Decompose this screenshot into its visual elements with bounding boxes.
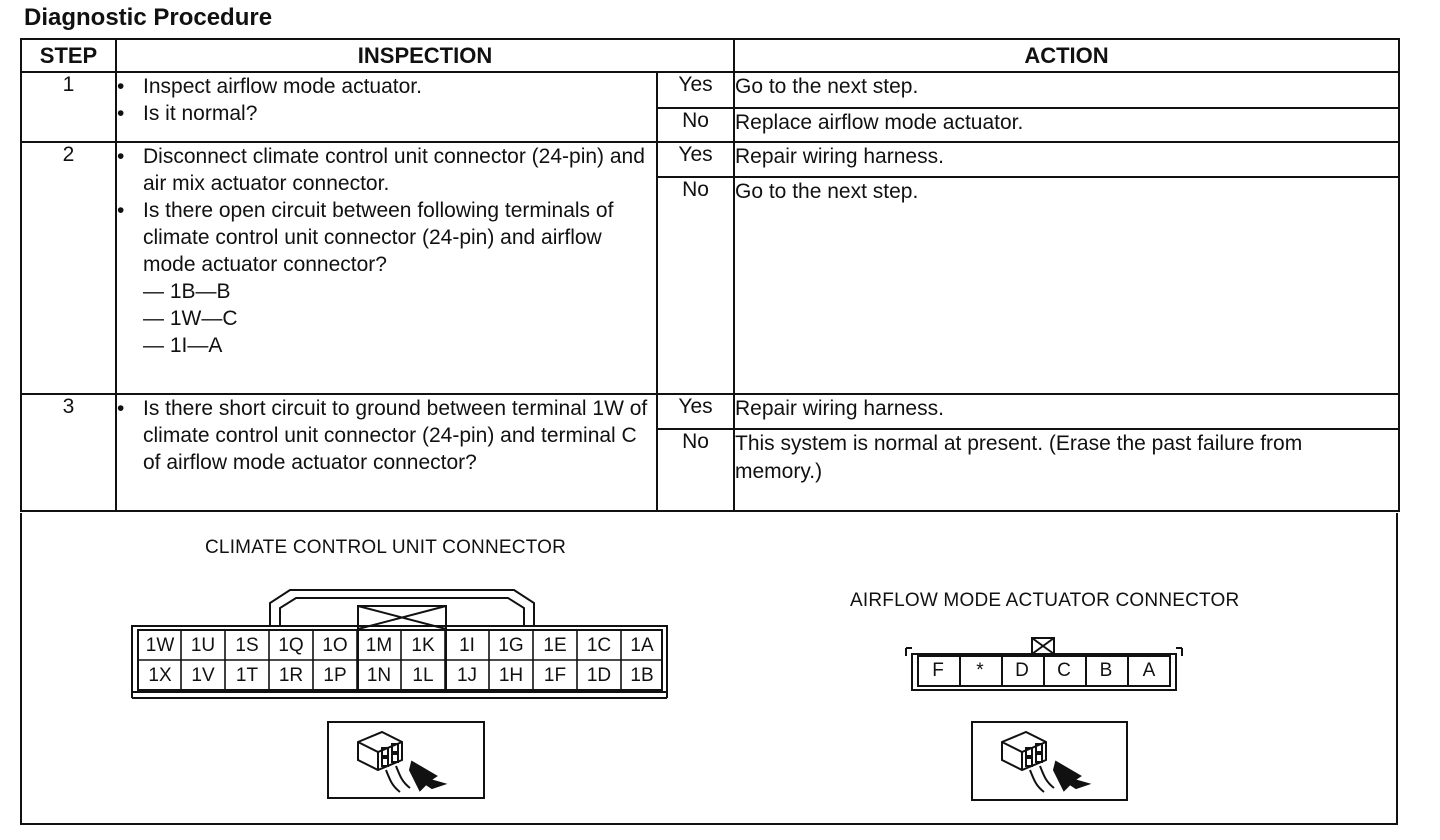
step-number: 3 (21, 394, 116, 511)
yes-action: Go to the next step. (734, 72, 1399, 108)
pin-label: 1D (586, 665, 612, 686)
header-action: ACTION (734, 39, 1399, 72)
pin-label: D (1015, 660, 1029, 681)
pin-label: 1G (498, 635, 524, 656)
pin-label: 1B (630, 665, 654, 686)
no-action: Replace airflow mode actuator. (734, 108, 1399, 142)
yes-label: Yes (657, 394, 734, 429)
pin-label: A (1142, 660, 1156, 681)
pin-label: C (1057, 660, 1071, 681)
harness-side-inset-left (328, 722, 484, 798)
pin-label: 1I (459, 635, 475, 656)
pin-label: 1L (412, 665, 434, 686)
pin-label: 1O (322, 635, 348, 656)
pin-label: 1S (235, 635, 259, 656)
pin-label: 1P (323, 665, 347, 686)
no-label: No (657, 177, 734, 394)
no-label: No (657, 429, 734, 511)
harness-side-inset-right (972, 722, 1127, 800)
step-number: 1 (21, 72, 116, 142)
pin-label: 1R (278, 665, 304, 686)
terminal-pair: — 1B—B (143, 280, 231, 303)
pin-label: 1J (456, 665, 478, 686)
pin-label: 1C (586, 635, 612, 656)
pin-label: B (1099, 660, 1113, 681)
actuator-connector-label: AIRFLOW MODE ACTUATOR CONNECTOR (850, 590, 1240, 611)
climate-connector-label: CLIMATE CONTROL UNIT CONNECTOR (205, 537, 567, 558)
pin-label: 1H (498, 665, 524, 686)
no-label: No (657, 108, 734, 142)
pin-label: 1K (411, 635, 435, 656)
pin-label: 1F (543, 665, 567, 686)
header-inspection: INSPECTION (116, 39, 734, 72)
pin-label: 1Q (278, 635, 304, 656)
yes-label: Yes (657, 72, 734, 108)
yes-action: Repair wiring harness. (734, 394, 1399, 429)
pin-label: 1M (365, 635, 393, 656)
pin-label: 1T (235, 665, 259, 686)
inspection-item: • Disconnect climate control unit connector (24-pin) and air mix actuator connector. (117, 143, 656, 197)
yes-action: Repair wiring harness. (734, 142, 1399, 177)
inspection-item: • Inspect airflow mode actuator. (117, 73, 656, 100)
step-number: 2 (21, 142, 116, 394)
yes-label: Yes (657, 142, 734, 177)
inspection-item: • Is there short circuit to ground between terminal 1W of climate control unit connector (24-pin) and terminal C of airflow mode actuator connector? (117, 395, 656, 476)
terminal-pair: — 1I—A (143, 334, 223, 357)
pin-label: * (976, 660, 984, 681)
pin-label: 1A (630, 635, 654, 656)
pin-label: 1E (543, 635, 567, 656)
pin-label: 1V (191, 665, 215, 686)
no-action: Go to the next step. (734, 177, 1399, 394)
terminal-pair: — 1W—C (143, 307, 238, 330)
pin-label: 1X (148, 665, 172, 686)
inspection-text: Is there open circuit between following terminals of climate control unit connector (24-pin) and airflow mode actuator connector? (143, 199, 614, 276)
pin-label: 1W (145, 635, 175, 656)
no-action: This system is normal at present. (Erase the past failure from memory.) (734, 429, 1399, 511)
inspection-item: • Is it normal? (117, 100, 656, 127)
pin-label: F (932, 660, 944, 681)
page-title: Diagnostic Procedure (24, 4, 273, 31)
pin-label: 1N (366, 665, 392, 686)
header-step: STEP (21, 39, 116, 72)
pin-label: 1U (190, 635, 216, 656)
